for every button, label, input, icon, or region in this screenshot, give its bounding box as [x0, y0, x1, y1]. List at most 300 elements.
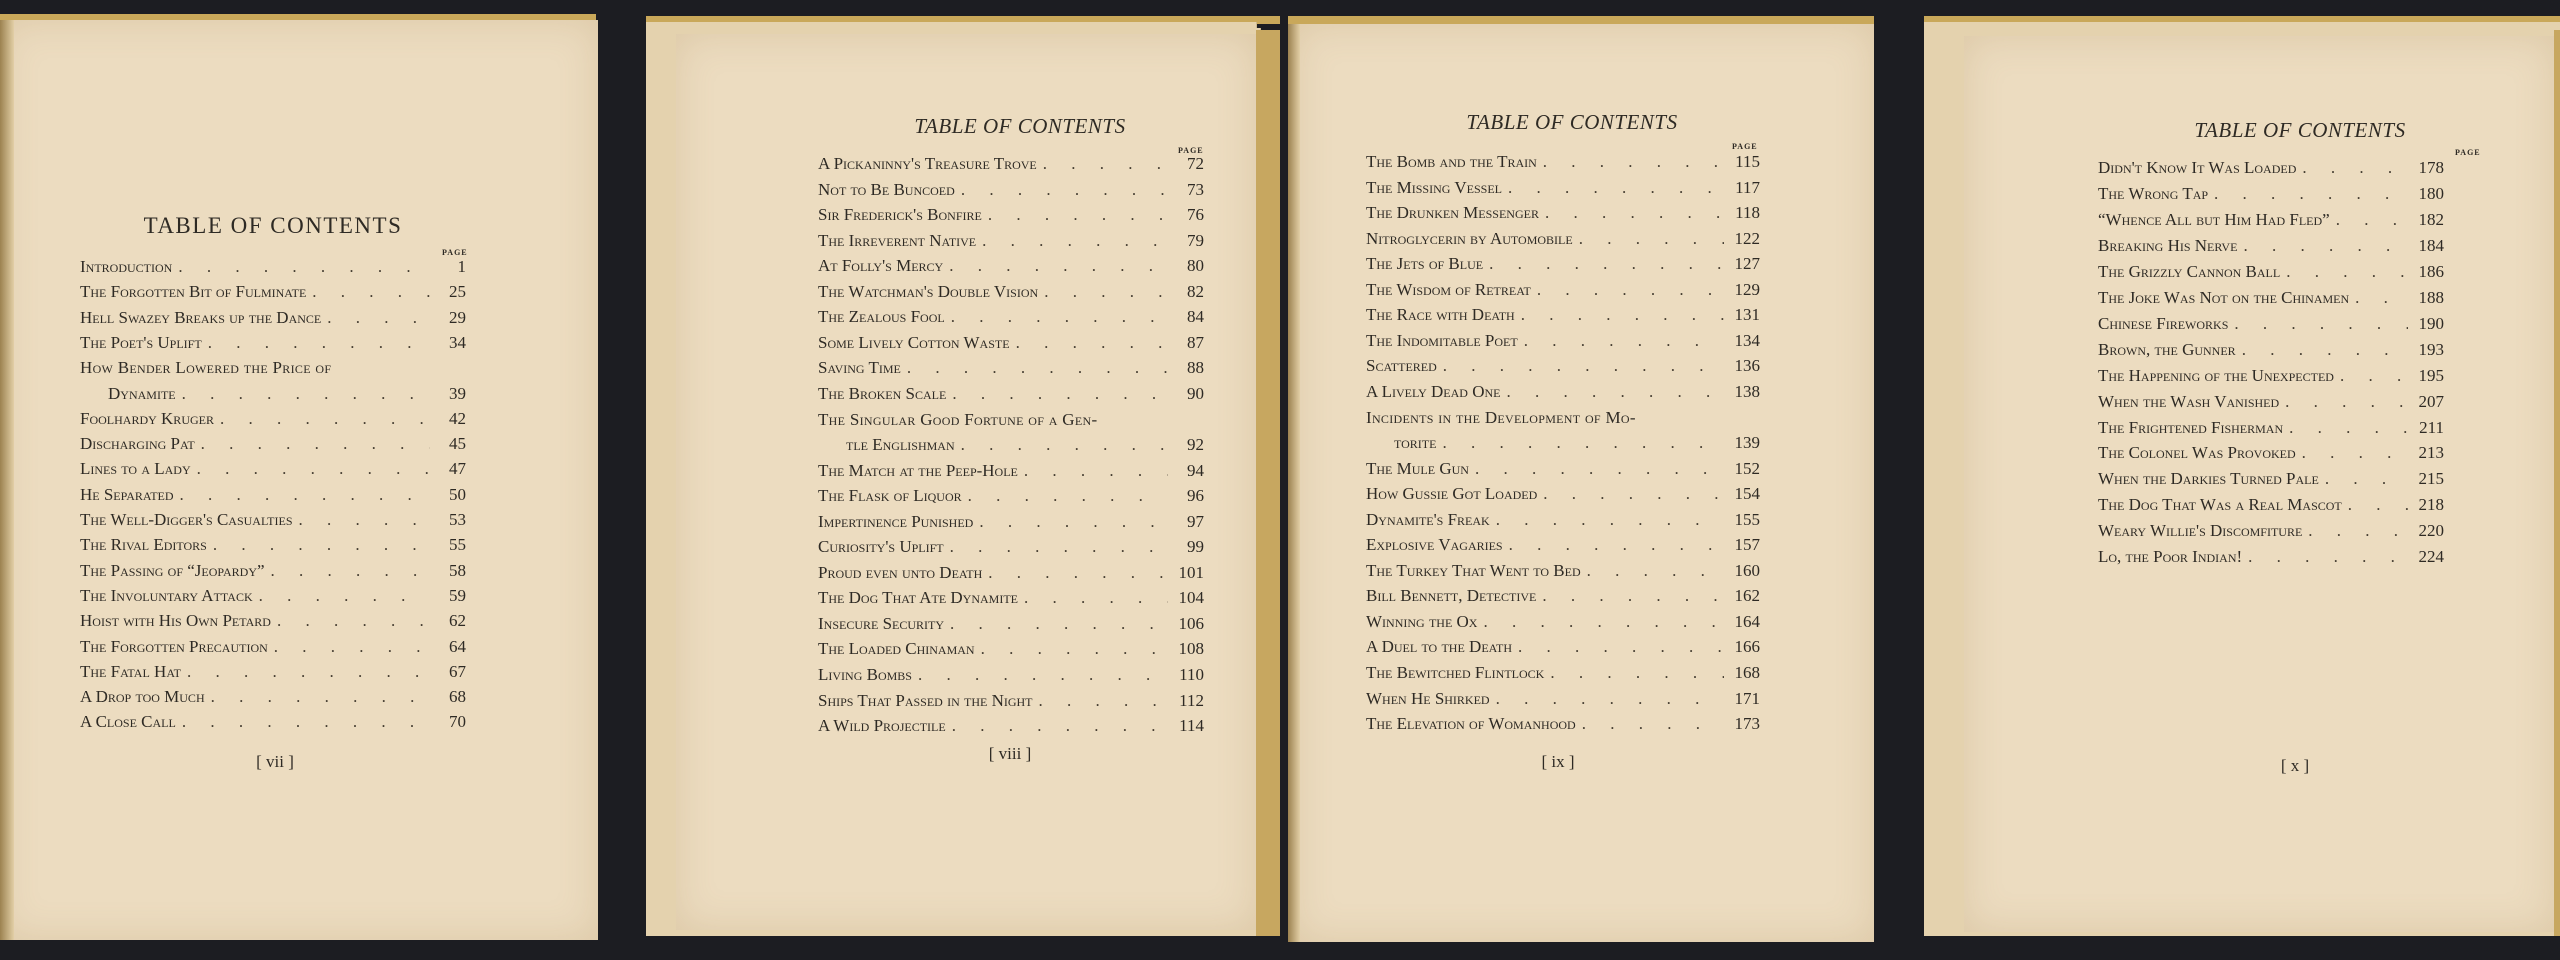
toc-entry-page: 186	[2418, 261, 2444, 281]
toc-entry	[80, 510, 466, 536]
toc-entry	[2098, 210, 2444, 236]
page-number: [ ix ]	[1541, 752, 1575, 771]
toc-entry-page: 25	[449, 282, 466, 302]
dot-leader	[982, 205, 1168, 225]
dot-leader	[293, 510, 430, 530]
dot-leader	[253, 586, 430, 606]
toc-entry-title: Lines to a Lady	[80, 459, 191, 479]
dot-leader	[2228, 314, 2408, 334]
toc-entry-title: When the Darkies Turned Pale	[2098, 469, 2319, 489]
toc-entry-page: 139	[1734, 433, 1760, 453]
toc-entry	[1366, 280, 1760, 306]
page-column-header: PAGE	[442, 248, 468, 257]
dot-leader	[2334, 366, 2408, 386]
toc-entry	[1366, 663, 1760, 689]
dot-leader	[195, 434, 430, 454]
toc-entry-title: The Irreverent Native	[818, 230, 977, 250]
toc-entry-page: 138	[1734, 381, 1760, 401]
toc-entry-page: 178	[2418, 158, 2444, 177]
toc-entry-page: 92	[1187, 435, 1204, 455]
toc-entry-page: 215	[2418, 469, 2444, 489]
dot-leader	[1518, 331, 1724, 351]
toc-entry	[1366, 382, 1760, 408]
dot-leader	[901, 358, 1168, 378]
toc-entry-title: The Zealous Fool	[818, 307, 945, 327]
toc-entry-title: Lo, the Poor Indian!	[2098, 547, 2243, 567]
toc-entry-title: The Fatal Hat	[80, 661, 181, 681]
toc-entry-title: Not to Be Buncoed	[818, 179, 955, 199]
dot-leader	[1490, 689, 1724, 709]
toc-entry-title: The Forgotten Bit of Fulminate	[80, 282, 307, 302]
toc-entry-title: “Whence All but Him Had Fled”	[2098, 209, 2330, 229]
toc-entry-title: The Turkey That Went to Bed	[1366, 560, 1581, 580]
toc-entry-page: 47	[449, 459, 466, 479]
toc-entry-title: Chinese Fireworks	[2098, 313, 2229, 333]
toc-entry-page: 218	[2418, 495, 2444, 515]
toc-entry-page: 80	[1187, 256, 1204, 276]
dot-leader	[214, 409, 430, 429]
toc-entry-page: 88	[1187, 358, 1204, 378]
dot-leader	[1500, 382, 1724, 402]
toc-entry-page: 164	[1734, 611, 1760, 631]
toc-entry	[1366, 714, 1760, 740]
dot-leader	[306, 282, 430, 302]
dot-leader	[2302, 521, 2408, 541]
toc-entry-page: 122	[1734, 228, 1760, 248]
toc-entry-page: 182	[2418, 209, 2444, 229]
dot-leader	[1037, 154, 1168, 174]
toc-entry-title: Foolhardy Kruger	[80, 408, 214, 428]
toc-entry-title: A Close Call	[80, 712, 176, 732]
toc-entry	[1366, 408, 1760, 434]
toc-entry	[1366, 459, 1760, 485]
toc-entry-page: 87	[1187, 332, 1204, 352]
toc-entry	[80, 662, 466, 688]
toc-entry-page: 108	[1178, 639, 1204, 659]
toc-entry-title: Incidents in the Development of Mo-	[1366, 407, 1636, 427]
toc-entry-page: 127	[1734, 254, 1760, 274]
toc-entry	[818, 410, 1204, 436]
toc-entry-title: A Drop too Much	[80, 687, 205, 707]
book-edge	[2554, 30, 2560, 936]
dot-leader	[1010, 333, 1168, 353]
toc-entry	[80, 687, 466, 713]
toc-entry-title: A Wild Projectile	[818, 716, 946, 736]
toc-entry-page: 129	[1734, 279, 1760, 299]
toc-entry	[1366, 433, 1760, 459]
dot-leader	[946, 384, 1168, 404]
dot-leader	[962, 486, 1168, 506]
toc-entry-page: 193	[2418, 339, 2444, 359]
toc-entry-title: When He Shirked	[1366, 688, 1490, 708]
toc-entry	[80, 434, 466, 460]
toc-entry-page: 155	[1734, 509, 1760, 529]
toc-entry	[818, 358, 1204, 384]
toc-entry	[818, 307, 1204, 333]
toc-entry-title: The Wrong Tap	[2098, 183, 2209, 203]
toc-entry-title: The Mule Gun	[1366, 458, 1469, 478]
toc-entry-title: Introduction	[80, 257, 173, 276]
toc-entry	[818, 154, 1204, 180]
toc-entry	[818, 461, 1204, 487]
toc-entry	[2098, 366, 2444, 392]
toc-entry-page: 195	[2418, 365, 2444, 385]
dot-leader	[2349, 288, 2408, 308]
toc-entry	[1366, 612, 1760, 638]
toc-entry-title: Winning the Ox	[1366, 611, 1478, 631]
toc-entry-page: 99	[1187, 537, 1204, 557]
toc-entry-page: 114	[1179, 716, 1204, 736]
toc-entry-title: torite	[1394, 433, 1437, 453]
toc-entry	[80, 459, 466, 485]
toc-entry	[818, 665, 1204, 691]
toc-entry-title: The Forgotten Precaution	[80, 636, 268, 656]
dot-leader	[2242, 547, 2408, 567]
toc-entry-page: 184	[2418, 235, 2444, 255]
toc-entry-title: The Dog That Ate Dynamite	[818, 588, 1018, 608]
dot-leader	[1477, 612, 1724, 632]
toc-entry-title: The Jets of Blue	[1366, 254, 1484, 274]
toc-entry	[818, 486, 1204, 512]
dot-leader	[2319, 469, 2408, 489]
toc-entry-page: 29	[449, 307, 466, 327]
dot-leader	[202, 333, 430, 353]
dot-leader	[1573, 229, 1724, 249]
book-edge	[1288, 16, 1874, 24]
toc-entry	[80, 637, 466, 663]
toc-entry-page: 131	[1734, 305, 1760, 325]
toc-entry-title: Saving Time	[818, 358, 901, 378]
toc-entry	[80, 611, 466, 637]
toc-entry-page: 154	[1734, 484, 1760, 504]
dot-leader	[1536, 586, 1724, 606]
toc-entry	[2098, 495, 2444, 521]
dot-leader	[1544, 663, 1724, 683]
page-column-header: PAGE	[2455, 148, 2481, 157]
toc-entry-title: The Watchman's Double Vision	[818, 281, 1039, 301]
toc-entry-title: Hell Swazey Breaks up the Dance	[80, 307, 322, 327]
toc-entry-title: Dynamite	[108, 383, 176, 403]
page-number: [ viii ]	[988, 744, 1032, 763]
toc-entry-title: Didn't Know It Was Loaded	[2098, 158, 2297, 177]
toc-entry-title: Discharging Pat	[80, 434, 195, 454]
toc-entry-page: 211	[2419, 417, 2444, 437]
toc-entry-title: The Bomb and the Train	[1366, 152, 1537, 171]
toc-entry	[818, 180, 1204, 206]
dot-leader	[955, 435, 1168, 455]
toc-entry-title: Sir Frederick's Bonfire	[818, 205, 982, 225]
toc-entry	[2098, 314, 2444, 340]
dot-leader	[1502, 178, 1724, 198]
toc-entry-title: Some Lively Cotton Waste	[818, 332, 1010, 352]
toc-entry-page: 58	[449, 560, 466, 580]
toc-entry	[818, 256, 1204, 282]
toc-entry-title: The Well-Digger's Casualties	[80, 510, 293, 529]
toc-entry	[818, 614, 1204, 640]
toc-entry-title: The Broken Scale	[818, 383, 947, 403]
dot-leader	[176, 384, 430, 404]
dot-leader	[205, 687, 430, 707]
toc-entry-title: How Gussie Got Loaded	[1366, 484, 1538, 504]
toc-entry-page: 134	[1734, 330, 1760, 350]
toc-entry-page: 190	[2418, 313, 2444, 333]
toc-entry	[2098, 392, 2444, 418]
page-title: TABLE OF CONTENTS	[1466, 110, 1678, 134]
toc-entry	[1366, 152, 1760, 178]
toc-entry-page: 50	[449, 484, 466, 504]
toc-entry-title: The Race with Death	[1366, 305, 1515, 325]
toc-entry-title: The Wisdom of Retreat	[1366, 279, 1531, 299]
toc-entry-page: 79	[1187, 230, 1204, 250]
toc-entry-page: 118	[1735, 203, 1760, 223]
toc-entry-title: Impertinence Punished	[818, 511, 974, 531]
toc-entry	[2098, 547, 2444, 573]
toc-entry-page: 64	[449, 636, 466, 656]
toc-entry-page: 34	[449, 332, 466, 352]
toc-entry-title: The Indomitable Poet	[1366, 330, 1518, 350]
toc-entry	[818, 435, 1204, 461]
toc-entry-title: A Lively Dead One	[1366, 381, 1501, 401]
page-column-header: PAGE	[1732, 142, 1758, 151]
dot-leader	[2296, 443, 2408, 463]
dot-leader	[976, 231, 1168, 251]
toc-entry-title: Breaking His Nerve	[2098, 235, 2238, 255]
toc-entry	[818, 588, 1204, 614]
dot-leader	[2237, 236, 2408, 256]
toc-entry-title: The Match at the Peep-Hole	[818, 460, 1018, 480]
toc-entry	[1366, 254, 1760, 280]
dot-leader	[982, 563, 1168, 583]
toc-entry-page: 106	[1178, 613, 1204, 633]
dot-leader	[2283, 418, 2408, 438]
page-number: [ x ]	[2280, 756, 2310, 775]
toc-entry-page: 220	[2418, 521, 2444, 541]
toc-entry-page: 188	[2418, 287, 2444, 307]
toc-entry	[80, 308, 466, 334]
toc-entry-page: 53	[449, 510, 466, 529]
toc-entry	[1366, 305, 1760, 331]
page-column-header: PAGE	[1178, 146, 1204, 155]
toc-entry	[818, 691, 1204, 717]
toc-entry-page: 39	[449, 383, 466, 403]
toc-entry-title: Insecure Security	[818, 613, 945, 633]
toc-entry	[80, 586, 466, 612]
toc-entry	[80, 561, 466, 587]
dot-leader	[945, 307, 1168, 327]
dot-leader	[944, 537, 1168, 557]
toc-entry-page: 162	[1734, 586, 1760, 606]
toc-entry-title: Nitroglycerin by Automobile	[1366, 228, 1573, 248]
toc-entry	[1366, 178, 1760, 204]
toc-entry-title: The Drunken Messenger	[1366, 203, 1539, 223]
toc-entry-title: The Singular Good Fortune of a Gen-	[818, 409, 1098, 429]
toc-entry	[2098, 469, 2444, 495]
dot-leader	[1018, 588, 1168, 608]
dot-leader	[1512, 637, 1724, 657]
dot-leader	[2296, 158, 2408, 178]
toc-entry-title: tle Englishman	[846, 435, 955, 455]
toc-entry-page: 70	[449, 712, 466, 732]
toc-entry-page: 82	[1187, 281, 1204, 301]
dot-leader	[1033, 691, 1168, 711]
dot-leader	[973, 512, 1168, 532]
toc-entry-page: 166	[1734, 637, 1760, 657]
toc-entry-title: The Frightened Fisherman	[2098, 417, 2284, 437]
dot-leader	[268, 637, 430, 657]
toc-entry-page: 76	[1187, 205, 1204, 225]
book-gutter	[1288, 24, 1300, 942]
toc-entry-page: 97	[1187, 511, 1204, 531]
toc-entry	[1366, 535, 1760, 561]
toc-entry	[818, 639, 1204, 665]
dot-leader	[2280, 262, 2408, 282]
dot-leader	[1539, 203, 1724, 223]
dot-leader	[207, 535, 430, 555]
toc-entry-page: 1	[457, 257, 466, 276]
toc-entry-title: Living Bombs	[818, 665, 912, 684]
toc-entry	[1366, 689, 1760, 715]
dot-leader	[1581, 561, 1724, 581]
toc-entry-page: 101	[1178, 562, 1204, 582]
toc-entry-title: The Dog That Was a Real Mascot	[2098, 495, 2342, 515]
toc-entry-page: 171	[1734, 688, 1760, 708]
toc-entry-title: He Separated	[80, 484, 174, 504]
dot-leader	[176, 712, 430, 732]
toc-entry	[818, 231, 1204, 257]
toc-entry-page: 110	[1179, 665, 1204, 684]
toc-entry-title: Proud even unto Death	[818, 562, 983, 582]
toc-entry	[80, 712, 466, 738]
toc-entry	[2098, 184, 2444, 210]
toc-entry-title: The Loaded Chinaman	[818, 639, 975, 659]
toc-entry	[818, 537, 1204, 563]
dot-leader	[2342, 495, 2408, 515]
toc-entry-page: 115	[1735, 152, 1760, 171]
toc-entry	[80, 535, 466, 561]
toc-entry	[1366, 484, 1760, 510]
toc-entry	[1366, 229, 1760, 255]
toc-entry-page: 96	[1187, 486, 1204, 506]
dot-leader	[943, 256, 1168, 276]
dot-leader	[1537, 152, 1724, 172]
toc-entry	[80, 282, 466, 308]
dot-leader	[191, 459, 430, 479]
book-edge	[1256, 30, 1280, 936]
toc-entry-page: 84	[1187, 307, 1204, 327]
toc-entry	[1366, 586, 1760, 612]
dot-leader	[174, 485, 430, 505]
toc-entry	[80, 358, 466, 384]
dot-leader	[321, 308, 430, 328]
toc-entry	[2098, 443, 2444, 469]
toc-entry-page: 173	[1734, 714, 1760, 734]
dot-leader	[271, 611, 430, 631]
toc-entry-page: 152	[1734, 458, 1760, 478]
toc-entry-page: 90	[1187, 383, 1204, 403]
dot-leader	[2208, 184, 2408, 204]
toc-entry-page: 224	[2418, 547, 2444, 567]
toc-entry	[2098, 340, 2444, 366]
toc-entry	[80, 409, 466, 435]
toc-entry	[2098, 236, 2444, 262]
toc-entry-page: 112	[1179, 690, 1204, 710]
toc-entry-title: Brown, the Gunner	[2098, 339, 2236, 359]
toc-entry-page: 68	[449, 687, 466, 707]
toc-entry	[80, 333, 466, 359]
toc-entry	[818, 205, 1204, 231]
toc-entry-page: 42	[449, 408, 466, 428]
toc-entry	[2098, 418, 2444, 444]
dot-leader	[955, 180, 1168, 200]
toc-entry	[818, 384, 1204, 410]
book-gutter	[0, 20, 14, 940]
toc-entry-title: The Poet's Uplift	[80, 332, 202, 352]
dot-leader	[946, 716, 1168, 736]
toc-entry-title: The Elevation of Womanhood	[1366, 714, 1576, 734]
dot-leader	[1490, 510, 1724, 530]
page-number: [ vii ]	[256, 752, 294, 771]
dot-leader	[181, 662, 430, 682]
toc-entry	[2098, 521, 2444, 547]
toc-entry	[1366, 637, 1760, 663]
toc-entry-page: 157	[1734, 535, 1760, 555]
toc-entry-title: The Missing Vessel	[1366, 177, 1502, 197]
page-title: TABLE OF CONTENTS	[914, 114, 1126, 138]
toc-entry-page: 168	[1734, 663, 1760, 682]
toc-entry	[818, 333, 1204, 359]
dot-leader	[1503, 535, 1724, 555]
toc-entry-page: 55	[449, 535, 466, 555]
dot-leader	[1515, 305, 1724, 325]
dot-leader	[1537, 484, 1724, 504]
dot-leader	[2279, 392, 2408, 412]
toc-entry-title: A Duel to the Death	[1366, 637, 1512, 657]
toc-entry	[1366, 203, 1760, 229]
toc-entry-page: 207	[2418, 391, 2444, 411]
toc-entry	[2098, 262, 2444, 288]
toc-entry-title: The Colonel Was Provoked	[2098, 443, 2296, 463]
toc-entry-title: The Bewitched Flintlock	[1366, 663, 1545, 682]
toc-entry-title: Explosive Vagaries	[1366, 535, 1503, 555]
toc-entry-title: The Grizzly Cannon Ball	[2098, 261, 2281, 281]
toc-entry-title: The Rival Editors	[80, 535, 207, 555]
dot-leader	[944, 614, 1168, 634]
toc-entry	[2098, 158, 2444, 184]
toc-entry-page: 117	[1735, 177, 1760, 197]
toc-entry-title: At Folly's Mercy	[818, 256, 944, 276]
page-title: TABLE OF CONTENTS	[2194, 118, 2406, 142]
dot-leader	[912, 665, 1168, 685]
toc-entry	[80, 384, 466, 410]
toc-entry	[1366, 356, 1760, 382]
toc-entry	[818, 512, 1204, 538]
page-title: TABLE OF CONTENTS	[143, 213, 403, 238]
dot-leader	[1483, 254, 1724, 274]
toc-entry-title: Bill Bennett, Detective	[1366, 586, 1537, 606]
toc-entry-title: The Joke Was Not on the Chinamen	[2098, 287, 2350, 307]
toc-entry-title: The Happening of the Unexpected	[2098, 365, 2334, 385]
toc-entry-page: 94	[1187, 460, 1204, 480]
toc-entry	[818, 563, 1204, 589]
toc-entry-page: 67	[449, 661, 466, 681]
toc-entry-title: Ships That Passed in the Night	[818, 690, 1033, 710]
dot-leader	[265, 561, 430, 581]
toc-entry-title: Weary Willie's Discomfiture	[2098, 521, 2303, 541]
toc-entry-page: 160	[1734, 560, 1760, 580]
toc-entry	[80, 257, 466, 283]
toc-entry-title: When the Wash Vanished	[2098, 391, 2280, 411]
toc-entry-page: 45	[449, 434, 466, 454]
